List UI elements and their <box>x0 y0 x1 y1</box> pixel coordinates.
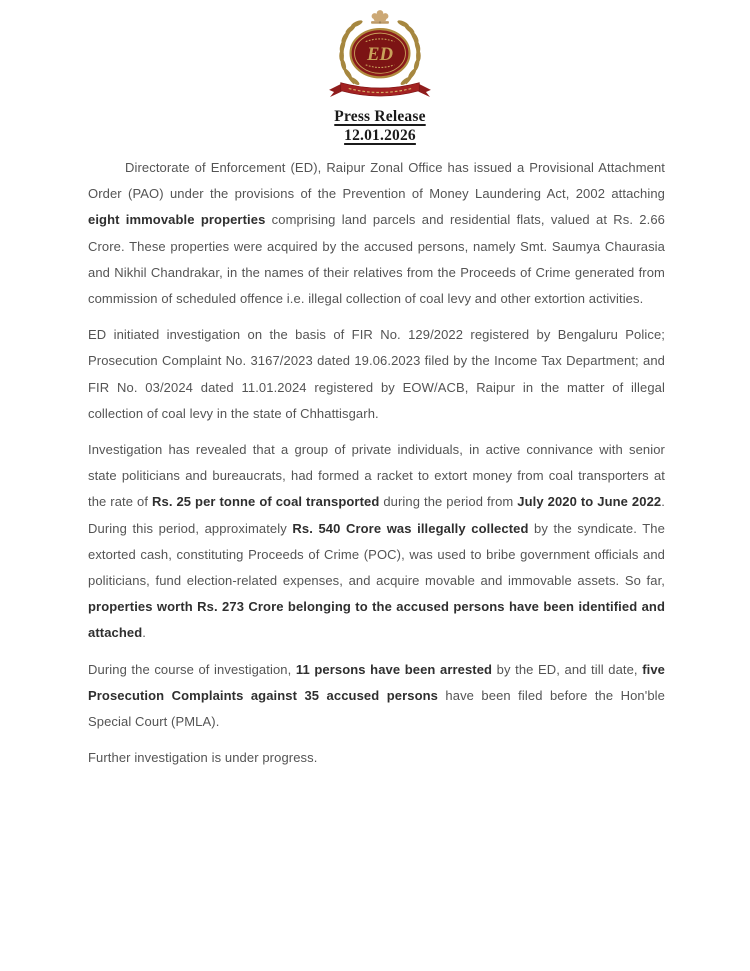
ed-monogram: ED <box>366 43 394 65</box>
press-release-date: 12.01.2026 <box>344 127 416 144</box>
paragraph-text: During the course of investigation, <box>88 661 296 677</box>
paragraph-text: comprising land parcels and residential flats, valued at Rs. 2.66 Crore. These properties were acquired by the accused persons, namely Smt. Saumya Chaurasia and Nikhil Chandrakar, in the names of their relatives from the Proceeds of Crime generated from commission of scheduled offence i.e. illegal collection of coal levy and other extortion activities. <box>88 212 665 307</box>
paragraph-text: have been filed before the Hon'ble Special Court (PMLA). <box>88 687 665 730</box>
paragraph-text: Directorate of Enforcement (ED), Raipur Zonal Office has issued a Provisional Attachment Order (PAO) under the provisions of the Prevention of Money Laundering Act, 2002 attaching <box>88 160 665 202</box>
paragraph-bold-text: properties worth Rs. 273 Crore belonging to the accused persons have been identified and attached <box>88 599 665 641</box>
document-body <box>88 155 665 781</box>
ed-emblem <box>0 5 750 105</box>
paragraph-text: Investigation has revealed that a group of private individuals, in active connivance with senior state politicians and bureaucrats, had formed a racket to extort money from coal transporters at the rate of <box>88 442 665 510</box>
paragraph <box>88 155 665 312</box>
paragraph-bold-text: eight immovable properties <box>88 212 266 228</box>
header <box>0 107 750 145</box>
paragraph-text: by the syndicate. The extorted cash, constituting Proceeds of Crime (POC), was used to bribe government officials and politicians, fund election-related expenses, and acquire movable and immovable assets. So far, <box>88 520 665 589</box>
paragraph-text: during the period from <box>379 494 518 510</box>
paragraph <box>88 322 665 427</box>
paragraph <box>88 657 665 736</box>
paragraph-text: . <box>142 625 146 641</box>
press-release-title: Press Release <box>334 108 426 125</box>
paragraph-bold-text: July 2020 to June 2022 <box>517 494 662 510</box>
ed-oval-icon <box>351 29 410 77</box>
paragraph <box>88 745 665 771</box>
ashoka-capital-icon <box>371 10 389 24</box>
paragraph-bold-text: Rs. 540 Crore was illegally collected <box>292 520 529 536</box>
paragraph <box>88 437 665 647</box>
paragraph-bold-text: five Prosecution Complaints against 35 accused persons <box>88 661 665 703</box>
paragraph-text: Further investigation is under progress. <box>88 750 318 766</box>
paragraph-bold-text: 11 persons have been arrested <box>295 661 493 677</box>
paragraph-text: by the ED, and till date, <box>492 661 643 677</box>
paragraph-text: . During this period, approximately <box>88 494 665 536</box>
ed-emblem-icon <box>326 5 434 105</box>
paragraph-text: ED initiated investigation on the basis of FIR No. 129/2022 registered by Bengaluru Police; Prosecution Complaint No. 3167/2023 dated 19.06.2023 filed by the Income Tax Department; and FIR No. 03/2024 dated 11.01.2024 registered by EOW/ACB, Raipur in the matter of illegal collection of coal levy in the state of Chhattisgarh. <box>88 327 665 421</box>
ribbon-banner-icon <box>329 83 431 97</box>
paragraph-bold-text: Rs. 25 per tonne of coal transported <box>152 494 380 510</box>
